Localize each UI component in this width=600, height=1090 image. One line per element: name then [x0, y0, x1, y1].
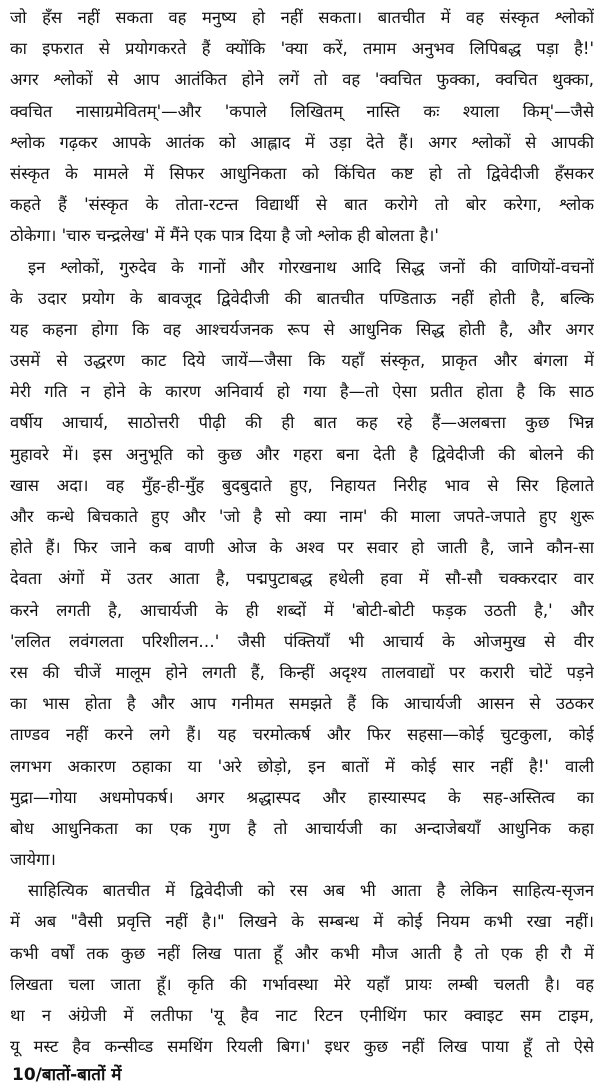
text-line: देवता अंगों में उतर आता है, पद्मपुटाबद्ध हथेली हवा में सौ-सौ चक्करदार वार	[10, 569, 594, 589]
page-footer	[12, 1062, 121, 1085]
text-line: जो हँस नहीं सकता वह मनुष्य हो नहीं सकता। बातचीत में वह संस्कृत श्लोकों	[10, 8, 594, 27]
text-line: कभी वर्षों तक कुछ नहीं लिख पाता हूँ और कभी मौज आती है तो एक ही रौ में	[10, 943, 594, 963]
text-line: उसमें से उद्धरण काट दिये जायें—जैसा कि यहाँ संस्कृत, प्राकृत और बंगला में	[10, 351, 594, 371]
text-line: होते हैं। फिर जाने कब वाणी ओज के अश्व पर सवार हो जाती है, जाने कौन-सा	[10, 538, 594, 558]
text-line: बोध आधुनिकता का एक गुण है तो आचार्यजी का अन्दाजेबयाँ आधुनिक कहा	[10, 818, 594, 838]
text-line: का इफरात से प्रयोगकरते हैं क्योंकि 'क्या करें, तमाम अनुभव लिपिबद्ध पड़ा है!'	[10, 39, 594, 59]
paragraph	[10, 252, 594, 876]
text-line: के उदार प्रयोग के बावजूद द्विवेदीजी की बातचीत पण्डिताऊ नहीं होती है, बल्कि	[10, 288, 594, 308]
text-line: क्वचित नासाग्रमेवितम्'—और 'कपाले लिखितम् नास्ति कः श्याला किम्'—जैसे	[10, 101, 594, 121]
text-line: मुद्रा—गोया अधमोपकर्ष। अगर श्रद्धास्पद और हास्यास्पद के सह-अस्तित्व का	[10, 787, 594, 807]
page-number: 10	[12, 1065, 36, 1085]
page-body-text	[10, 2, 594, 1062]
text-line: साहित्यिक बातचीत में द्विवेदीजी को रस अब भी आता है लेकिन साहित्य-सृजन	[28, 881, 594, 901]
text-line: अगर श्लोकों से आप आतंकित होने लगें तो वह 'क्वचित फुक्का, क्वचित थुक्का,	[10, 70, 594, 90]
text-line: खास अदा। वह मुँह-ही-मुँह बुदबुदाते हुए, निहायत निरीह भाव से सिर हिलाते	[10, 475, 594, 495]
text-line: और कन्धे बिचकाते हुए और 'जो है सो क्या नाम' की माला जपते-जपाते हुए शुरू	[10, 507, 594, 526]
text-line: लिखता चला जाता हूँ। कृति की गर्भावस्था मेरे यहाँ प्रायः लम्बी चलती है। वह	[10, 974, 594, 994]
text-line: लगभग अकारण ठहाका या 'अरे छोड़ो, इन बातों में कोई सार नहीं है!' वाली	[10, 756, 594, 776]
text-line: मेरी गति न होने के कारण अनिवार्य हो गया है—तो ऐसा प्रतीत होता है कि साठ	[10, 382, 594, 402]
text-line: ताण्डव नहीं करने लगे हैं। यह चरमोत्कर्ष और फिर सहसा—कोई चुटकुला, कोई	[10, 725, 594, 745]
text-line: में अब "वैसी प्रवृत्ति नहीं है।" लिखने के सम्बन्ध में कोई नियम कभी रखा नहीं।	[10, 912, 594, 932]
paragraph	[10, 2, 594, 252]
text-line: इन श्लोकों, गुरुदेव के गानों और गोरखनाथ आदि सिद्ध जनों की वाणियों-वचनों	[28, 257, 594, 277]
text-line: मुहावरे में। इस अनुभूति को कुछ और गहरा बना देती है द्विवेदीजी की बोलने की	[10, 444, 594, 464]
paragraph	[10, 875, 594, 1062]
text-line: यह कहना होगा कि वह आश्चर्यजनक रूप से आधुनिक सिद्ध होती है, और अगर	[10, 319, 594, 339]
text-line: श्लोक गढ़कर आपके आतंक को आह्लाद में उड़ा देते हैं। अगर श्लोकों से आपकी	[10, 132, 594, 152]
text-line: था न अंग्रेजी में लतीफा 'यू हैव नाट रिटन एनीथिंग फार क्वाइट सम टाइम,	[10, 1006, 594, 1025]
text-line: 'ललित लवंगलता परिशीलन…' जैसी पंक्तियाँ भी आचार्य के ओजमुख से वीर	[10, 631, 594, 651]
book-title: बातों-बातों में	[41, 1065, 122, 1085]
footer-separator: /	[35, 1065, 42, 1085]
text-line: ठोकेगा। 'चारु चन्द्रलेख' में मैंने एक पात्र दिया है जो श्लोक ही बोलता है।'	[10, 226, 439, 246]
text-line: वर्षीय आचार्य, साठोत्तरी पीढ़ी की ही बात कह रहे हैं—अलबत्ता कुछ भिन्न	[10, 413, 594, 433]
text-line: जायेगा।	[10, 850, 56, 870]
text-line: संस्कृत के मामले में सिफर आधुनिकता को किंचित कष्ट हो तो द्विवेदीजी हँसकर	[10, 163, 594, 183]
text-line: का भास होता है और आप गनीमत समझते हैं कि आचार्यजी आसन से उठकर	[10, 694, 594, 714]
text-line: करने लगती है, आचार्यजी के ही शब्दों में 'बोटी-बोटी फड़क उठती है,' और	[10, 600, 594, 620]
text-line: यू मस्ट हैव कन्सीव्ड समथिंग रियली बिग।' इधर कुछ नहीं लिख पाया हूँ तो ऐसे	[10, 1037, 594, 1057]
text-line: कहते हैं 'संस्कृत के तोता-रटन्त विद्यार्थी से बात करोगे तो बोर करेगा, श्लोक	[10, 195, 594, 215]
text-line: रस की चीजें मालूम होने लगती हैं, किन्हीं अदृश्य तालवाद्यों पर करारी चोटें पड़ने	[10, 662, 594, 682]
